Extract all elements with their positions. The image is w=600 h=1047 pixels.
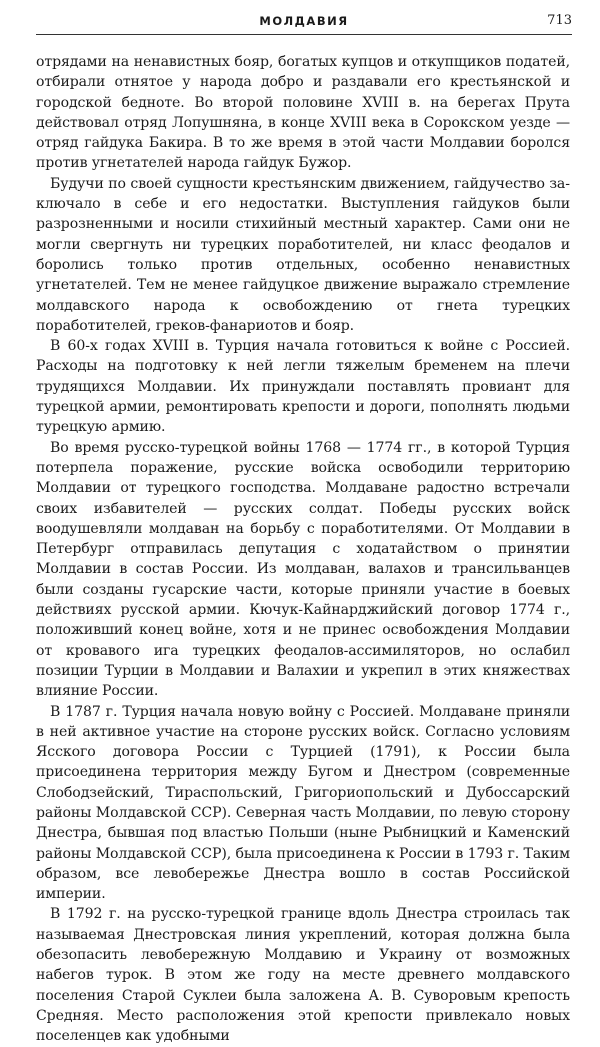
paragraph-6: В 1792 г. на русско-турецкой границе вдоль Днестра строилась так называемая Днестровская линия укреплений, которая должна была обезопасить левобережную Молдавию и Украину от возможных набегов турок. В этом же году на месте древнего молдавского поселения Старой Суклеи была заложена А. В. Суворовым крепость Средняя. Место расположения этой крепости привлекало новых поселенцев как удобными — [36, 906, 570, 1045]
body-text — [36, 52, 570, 1047]
paragraph-4: Во время русско-турецкой войны 1768 — 1774 гг., в которой Турция потерпела поражение, русские войска освободили территорию Молдавии от турецкого господства. Молдаване радостно встречали своих избавителей — русских солдат. Победы русских войск воодушевляли молдаван на борьбу с поработителями. От Молдавии в Петербург отправилась депутация с ходатайством о принятии Молдавии в состав России. Из молдаван, валахов и трансильванцев были созданы гусарские части, которые приняли участие в боевых действиях русской армии. Кючук-Кайнарджийский договор 1774 г., положивший конец войне, хотя и не принес освобождения Молдавии от кровавого ига турецких феодалов-ассимиляторов, но ослабил позиции Турции в Молдавии и Валахии и укрепил в этих княжествах влияние России. — [36, 439, 570, 700]
paragraph-2: Будучи по своей сущности крестьянским движением, гайдучество заключало в себе и его недостатки. Выступления гайдуков были разрозненными и носили стихийный местный характер. Сами они не могли свергнуть ни турецких поработителей, ни класс феодалов и боролись только против отдельных, особенно ненавистных угнетателей. Тем не менее гайдуцкое движение выражало стремление молдавского народа к освобождению от гнета турецких поработителей, греков-фанариотов и бояр. — [36, 175, 570, 334]
paragraph-1: отрядами на ненавистных бояр, богатых купцов и откупщиков податей, отбирали отнятое у народа добро и раздавали его крестьянской и городской бедноте. Во второй половине XVIII в. на берегах Прута действовал отряд Лопушняна, в конце XVIII века в Сорокском уезде — отряд гайдука Бакира. В то же время в этой части Молдавии боролся против угнетателей народа гайдук Бужор. — [36, 54, 570, 172]
page-number: 713 — [547, 13, 572, 28]
paragraph-3: В 60-х годах XVIII в. Турция начала готовиться к войне с Россией. Расходы на подготовку к ней легли тяжелым бременем на плечи трудящихся Молдавии. Их принуждали поставлять провиант для турецкой армии, ремонтировать крепости и дороги, пополнять людьми турецкую армию. — [36, 338, 570, 436]
running-title: МОЛДАВИЯ — [259, 14, 349, 28]
running-header — [36, 10, 572, 35]
paragraph-5: В 1787 г. Турция начала новую войну с Россией. Молдаване приняли в ней активное участие на стороне русских войск. Согласно условиям Ясского договора России с Турцией (1791), к России была присоединена территория между Бугом и Днестром (современные Слободзейский, Тираспольский, Григориопольский и Дубоссарский районы Молдавской ССР). Северная часть Молдавии, по левую сторону Днестра, бывшая под властью Польши (ныне Рыбницкий и Каменский районы Молдавской ССР), была присоединена к России в 1793 г. Таким образом, все левобережье Днестра вошло в состав Российской империи. — [36, 703, 570, 903]
